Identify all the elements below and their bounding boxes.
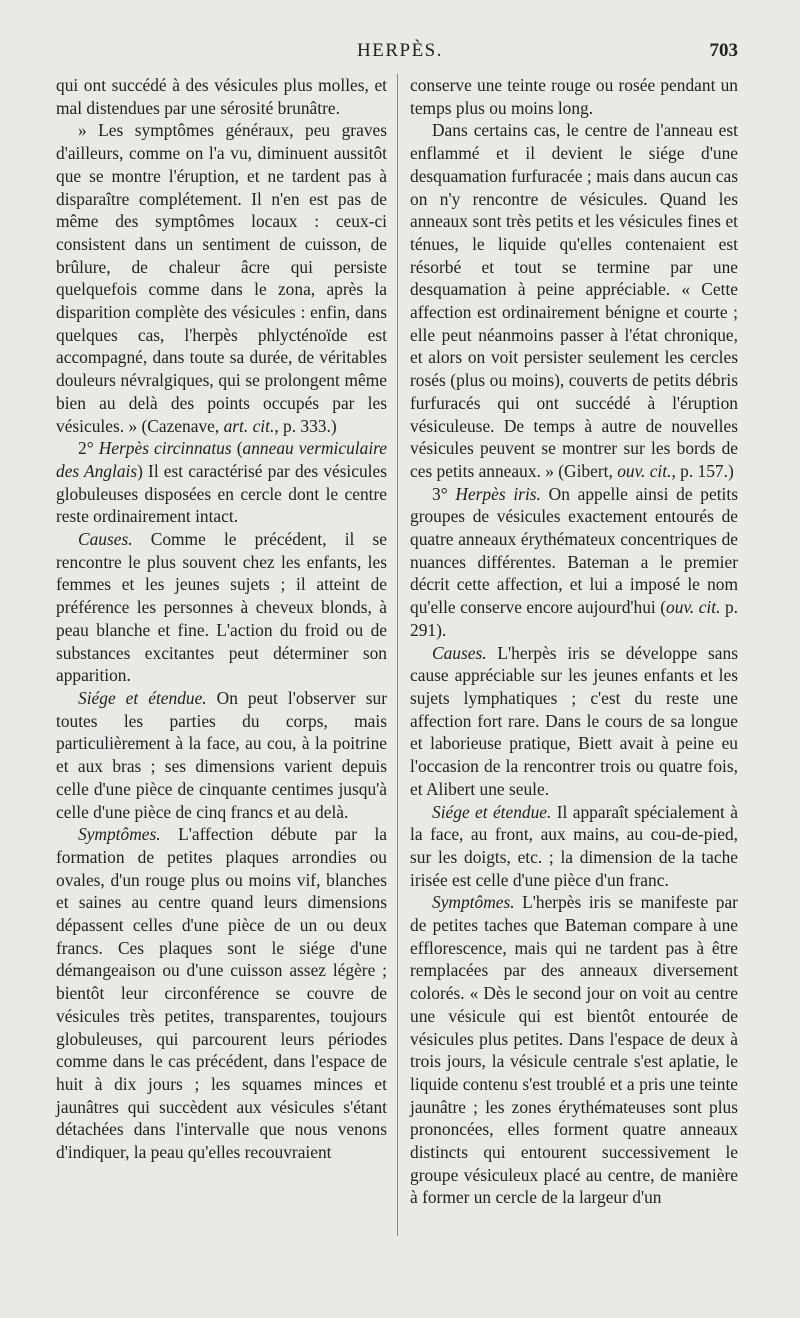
column-divider (397, 74, 398, 1236)
paragraph-continuation: conserve une teinte rouge ou rosée pendant un temps plus ou moins long. (410, 75, 738, 118)
paragraph-herpes-iris: 3° Herpès iris. On appelle ainsi de petits groupes de vésicules exactement entourés de quatre anneaux érythémateux concentriques de nuances différentes. Bateman a le premier décrit cette affection, et lui a imposé le nom qu'elle conserve encore aujourd'hui (ouv. cit. p. 291). (410, 483, 738, 640)
run-in-heading: Causes. (78, 529, 133, 550)
paragraph-herpes-circinnatus: 2° Herpès circinnatus (anneau vermiculaire des Anglais) Il est caractérisé par des vésicules globuleuses disposées en cercle dont le centre reste ordinairement intact. (56, 438, 387, 527)
section-number: 2° (78, 438, 94, 459)
citation-ref: ouv. cit. (666, 597, 721, 618)
page-header (0, 40, 800, 70)
run-in-heading: Siége et étendue. (78, 687, 207, 708)
left-column (56, 74, 387, 1164)
page-number: 703 (709, 40, 738, 61)
paragraph-siege: Siége et étendue. Il apparaît spécialement à la face, au front, aux mains, au cou-de-pied, sur les doigts, etc. ; la dimension de la tache irisée est celle d'une pièce d'un franc. (410, 801, 738, 890)
paragraph-siege: Siége et étendue. On peut l'observer sur toutes les parties du corps, mais particulièrement à la face, au cou, à la poitrine et aux bras ; ses dimensions varient depuis celle d'une pièce de cinquante centimes jusqu'à celle d'une pièce de cinq francs et au delà. (56, 687, 387, 822)
section-title: Herpès iris. (455, 483, 541, 504)
citation-ref: art. cit. (223, 415, 275, 436)
run-in-heading: Symptômes. (78, 824, 161, 845)
run-in-heading: Symptômes. (432, 892, 515, 913)
paragraph-causes: Causes. Comme le précédent, il se rencontre le plus souvent chez les enfants, les femmes et les jeunes sujets ; il atteint de préférence les personnes à cheveux blonds, à peau blanche et fine. L'action du froid ou de substances excitantes peut déterminer son apparition. (56, 529, 387, 686)
paragraph-symptomes: Symptômes. L'herpès iris se manifeste par de petites taches que Bateman compare à une efflorescence, mais qui ne tardent pas à être remplacées par des anneaux diversement colorés. « Dès le second jour on voit au centre une vésicule qui est bientôt entourée de vésicules plus petites. Dans l'espace de deux à trois jours, la vésicule centrale s'est aplatie, le liquide contenu s'est troublé et a pris une teinte jaunâtre ; les zones érythémateuses sont plus prononcées, elles forment quatre anneaux distincts qui entourent successivement le groupe vésiculeux placé au centre, de manière à former un cercle de la largeur d'un (410, 892, 738, 1208)
paragraph-certains-cas: Dans certains cas, le centre de l'anneau est enflammé et il devient le siége d'une desquamation furfuracée ; mais dans aucun cas on n'y rencontre de vésicules. Quand les anneaux sont très petits et les vésicules fines et ténues, le liquide qu'elles contenaient est résorbé et tout se termine par une desquamation à peine appréciable. « Cette affection est ordinairement bénigne et courte ; elle peut néanmoins passer à l'état chronique, et alors on voit persister seulement les cercles rosés (plus ou moins), couverts de petits débris furfuracés qui ont succédé à l'éruption vésiculeuse. De temps à autre de nouvelles vésicules peuvent se montrer sur les bords de ces petits anneaux. » (Gibert, ouv. cit., p. 157.) (410, 120, 738, 481)
paragraph-continuation: qui ont succédé à des vésicules plus molles, et mal distendues par une sérosité brunâtre. (56, 75, 387, 118)
run-in-heading: Siége et étendue. (432, 801, 552, 822)
paragraph-causes: Causes. L'herpès iris se développe sans cause appréciable sur les jeunes enfants et les sujets lymphatiques ; c'est du reste une affection fort rare. Dans le cours de sa longue et laborieuse pratique, Biett avait à peine eu l'occasion de la rencontrer trois ou quatre fois, et Alibert une seule. (410, 642, 738, 799)
running-title: HERPÈS. (357, 40, 443, 61)
run-in-heading: Causes. (432, 642, 487, 663)
section-title: Herpès circinnatus (98, 438, 232, 459)
section-number: 3° (432, 483, 448, 504)
citation-ref: ouv. cit. (617, 460, 672, 481)
paragraph-symptomes: Symptômes. L'affection débute par la formation de petites plaques arrondies ou ovales, d'un rouge plus ou moins vif, blanches et saines au centre quand leurs dimensions dépassent celles d'une pièce de un ou deux francs. Ces plaques sont le siége d'une démangeaison ou d'une cuisson assez légère ; bientôt leur circonférence se couvre de vésicules très petites, transparentes, toujours globuleuses, qui parcourent leurs périodes comme dans le cas précédent, dans l'espace de huit à dix jours ; les squames minces et jaunâtres qui succèdent aux vésicules s'étant détachées dans l'intervalle que nous venons d'indiquer, la peau qu'elles recouvraient (56, 824, 387, 1163)
paragraph-symptomes-generaux: » Les symptômes généraux, peu graves d'ailleurs, comme on l'a vu, diminuent aussitôt que se montre l'éruption, et ne tardent pas à disparaître complétement. Il n'en est pas de même des symptômes locaux : ceux-ci consistent dans un sentiment de cuisson, de brûlure, de chaleur âcre qui persiste quelquefois comme dans le zona, après la disparition complète des vésicules : enfin, dans quelques cas, l'herpès phlycténoïde est accompagné, dans toute sa durée, de véritables douleurs névralgiques, qui se prolongent même bien au delà des points occupés par les vésicules. » (Cazenave, art. cit., p. 333.) (56, 120, 387, 436)
right-column (410, 74, 738, 1209)
